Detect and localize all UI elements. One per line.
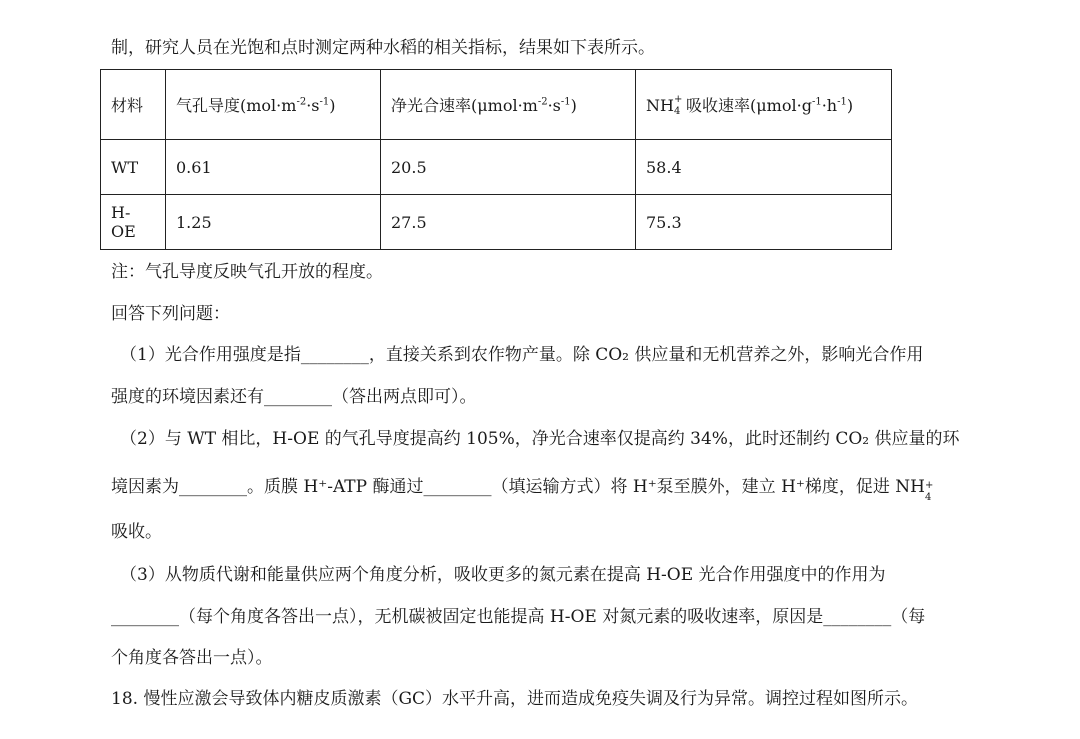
cell-material: H-OE bbox=[101, 195, 166, 250]
cell-nh4-rate: 75.3 bbox=[636, 195, 892, 250]
table-note: 注：气孔导度反映气孔开放的程度。 bbox=[111, 262, 383, 282]
cell-conductance: 0.61 bbox=[166, 140, 381, 195]
cell-net-rate: 27.5 bbox=[381, 195, 636, 250]
table-row bbox=[101, 140, 892, 195]
header-net-rate: 净光合速率$(\mu mol\cdot m^{-2}\cdot s^{-1})$ bbox=[381, 70, 636, 140]
data-table bbox=[100, 69, 892, 250]
intro-text: 制，研究人员在光饱和点时测定两种水稻的相关指标，结果如下表所示。 bbox=[111, 38, 655, 58]
question-1-line-1: （1）光合作用强度是指________，直接关系到农作物产量。除 CO₂ 供应量和无机营养之外，影响光合作用 bbox=[120, 345, 924, 365]
header-material: 材料 bbox=[101, 70, 166, 140]
cell-conductance: 1.25 bbox=[166, 195, 381, 250]
table-row bbox=[101, 195, 892, 250]
table-header-row bbox=[101, 70, 892, 140]
question-2-line-3: 吸收。 bbox=[111, 522, 162, 542]
cell-net-rate: 20.5 bbox=[381, 140, 636, 195]
question-2-line-2: 境因素为________。质膜 H⁺-ATP 酶通过________（填运输方式）将 H⁺泵至膜外，建立 H⁺梯度，促进 NH + 4 bbox=[111, 477, 934, 503]
question-3-line-2: ________（每个角度各答出一点），无机碳被固定也能提高 H-OE 对氮元素的吸收速率，原因是________（每 bbox=[111, 607, 926, 627]
header-conductance: 气孔导度$(mol\cdot m^{-2}\cdot s^{-1})$ bbox=[166, 70, 381, 140]
question-3-line-3: 个角度各答出一点）。 bbox=[111, 648, 273, 668]
cell-nh4-rate: 58.4 bbox=[636, 140, 892, 195]
cell-material: WT bbox=[101, 140, 166, 195]
question-3-line-1: （3）从物质代谢和能量供应两个角度分析，吸收更多的氮元素在提高 H-OE 光合作用强度中的作用为 bbox=[120, 565, 886, 585]
question-18: 18. 慢性应激会导致体内糖皮质激素（GC）水平升高，进而造成免疫失调及行为异常。调控过程如图所示。 bbox=[111, 689, 919, 709]
question-2-line-1: （2）与 WT 相比，H-OE 的气孔导度提高约 105%，净光合速率仅提高约 34%，此时还制约 CO₂ 供应量的环 bbox=[120, 429, 960, 449]
answer-prompt: 回答下列问题： bbox=[111, 304, 230, 324]
question-1-line-2: 强度的环境因素还有________（答出两点即可）。 bbox=[111, 387, 477, 407]
header-nh4-rate: NH + 4 吸收速率$(\mu mol\cdot g^{-1}\cdot h^{-1})$ bbox=[636, 70, 892, 140]
